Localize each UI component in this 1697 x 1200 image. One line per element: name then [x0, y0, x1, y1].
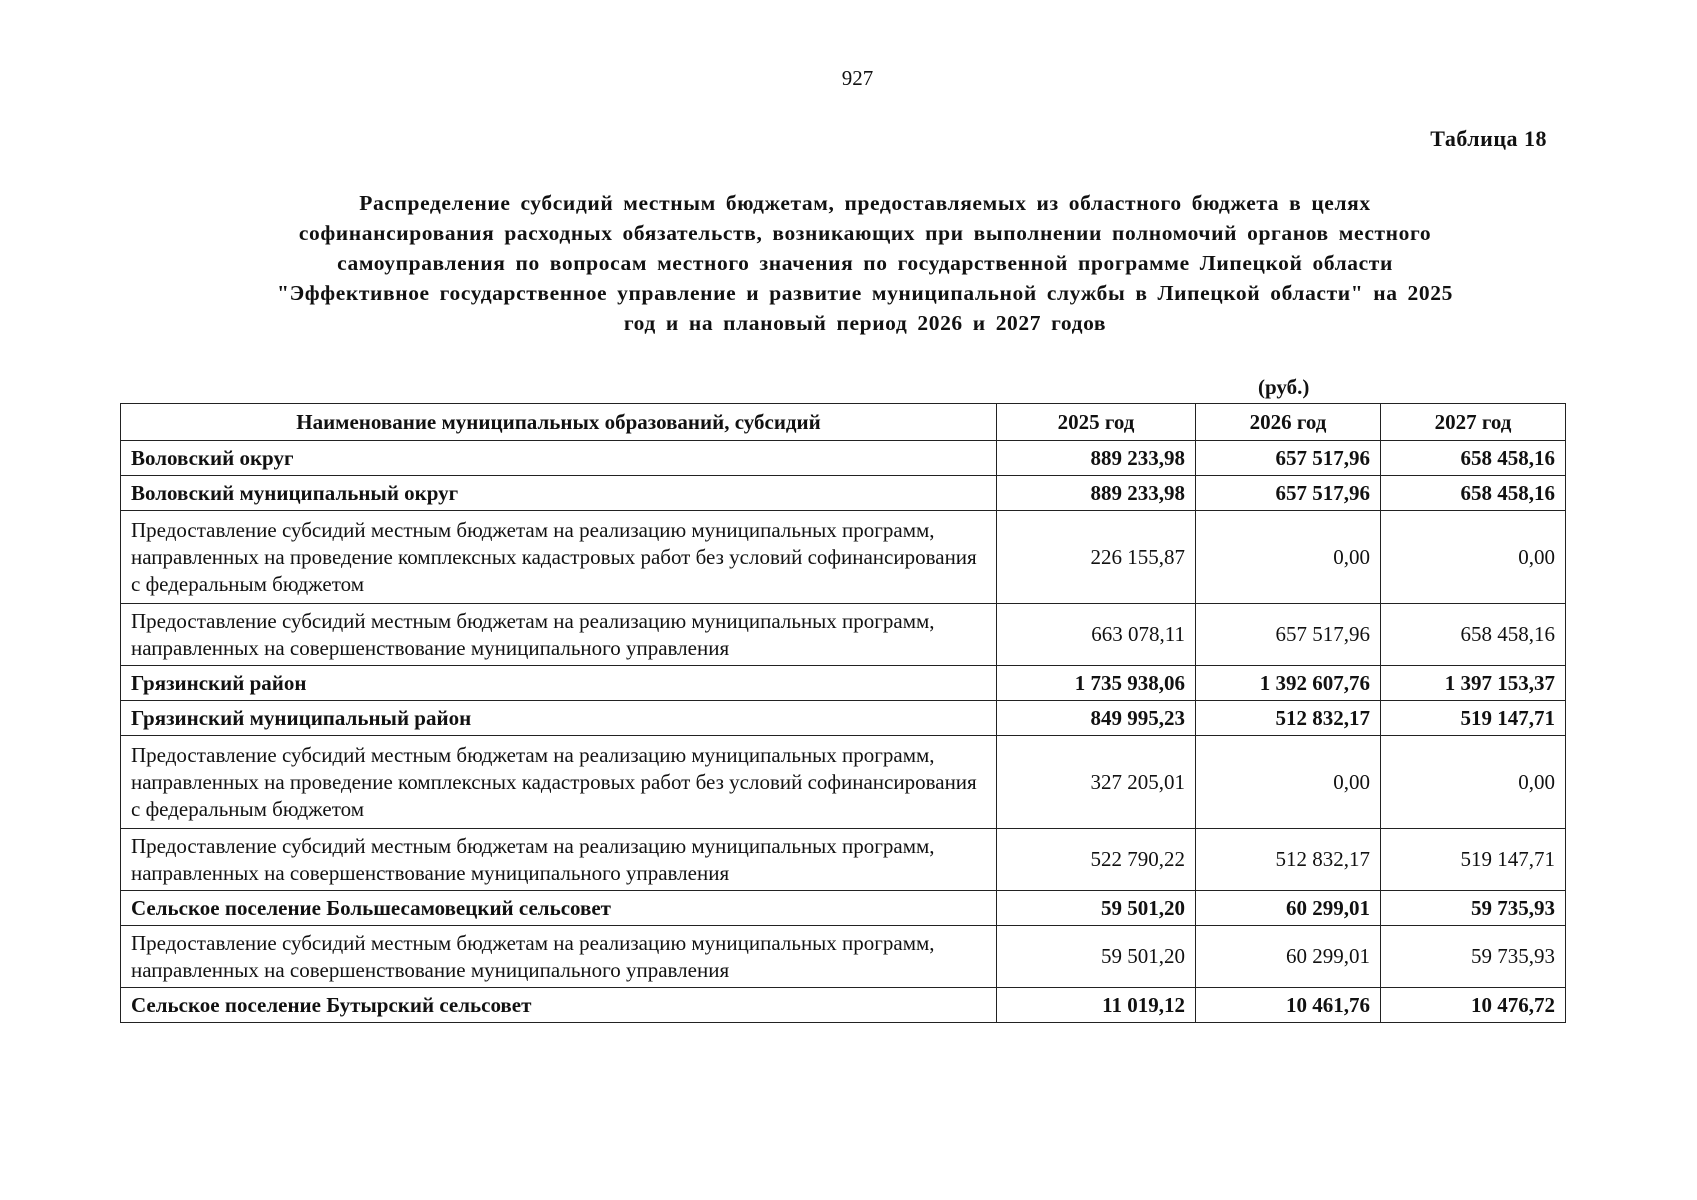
value-2027: 658 458,16: [1381, 476, 1566, 511]
row-name: Предоставление субсидий местным бюджетам на реализацию муниципальных программ, направленных на проведение комплексных кадастровых работ без условий софинансирования с федеральным бюджетом: [121, 736, 997, 829]
value-2026: 657 517,96: [1196, 476, 1381, 511]
title-line: самоуправления по вопросам местного значения по государственной программе Липецкой области: [337, 251, 1393, 275]
value-2025: 1 735 938,06: [997, 666, 1196, 701]
value-2027: 658 458,16: [1381, 604, 1566, 666]
value-2026: 0,00: [1196, 736, 1381, 829]
value-2026: 0,00: [1196, 511, 1381, 604]
row-name: Воловский округ: [121, 441, 997, 476]
value-2026: 512 832,17: [1196, 701, 1381, 736]
value-2026: 60 299,01: [1196, 891, 1381, 926]
value-2026: 60 299,01: [1196, 926, 1381, 988]
value-2025: 59 501,20: [997, 891, 1196, 926]
table-row: [121, 736, 1566, 829]
header-2027: 2027 год: [1381, 404, 1566, 441]
header-name: Наименование муниципальных образований, субсидий: [121, 404, 997, 441]
value-2027: 658 458,16: [1381, 441, 1566, 476]
table-header-row: [121, 404, 1566, 441]
value-2027: 1 397 153,37: [1381, 666, 1566, 701]
row-name: Сельское поселение Бутырский сельсовет: [121, 988, 997, 1023]
row-name: Грязинский муниципальный район: [121, 701, 997, 736]
table-row: [121, 441, 1566, 476]
currency-unit: (руб.): [1258, 375, 1310, 399]
row-name: Предоставление субсидий местным бюджетам на реализацию муниципальных программ, направленных на совершенствование муниципального управления: [121, 829, 997, 891]
row-name: Предоставление субсидий местным бюджетам на реализацию муниципальных программ, направленных на проведение комплексных кадастровых работ без условий софинансирования с федеральным бюджетом: [121, 511, 997, 604]
value-2025: 889 233,98: [997, 441, 1196, 476]
value-2026: 657 517,96: [1196, 604, 1381, 666]
row-name: Предоставление субсидий местным бюджетам на реализацию муниципальных программ, направленных на совершенствование муниципального управления: [121, 604, 997, 666]
value-2026: 10 461,76: [1196, 988, 1381, 1023]
value-2026: 657 517,96: [1196, 441, 1381, 476]
value-2025: 59 501,20: [997, 926, 1196, 988]
title-line: "Эффективное государственное управление и развитие муниципальной службы в Липецкой области" на 2025: [277, 281, 1453, 305]
value-2025: 663 078,11: [997, 604, 1196, 666]
subsidy-table: [120, 403, 1566, 1023]
value-2026: 512 832,17: [1196, 829, 1381, 891]
value-2027: 59 735,93: [1381, 926, 1566, 988]
value-2027: 10 476,72: [1381, 988, 1566, 1023]
row-name: Предоставление субсидий местным бюджетам на реализацию муниципальных программ, направленных на совершенствование муниципального управления: [121, 926, 997, 988]
document-title: [160, 188, 1570, 338]
title-line: Распределение субсидий местным бюджетам, предоставляемых из областного бюджета в целях: [359, 191, 1371, 215]
table-row: [121, 829, 1566, 891]
header-2026: 2026 год: [1196, 404, 1381, 441]
page-number: 927: [841, 66, 874, 90]
table-row: [121, 926, 1566, 988]
table-row: [121, 476, 1566, 511]
title-line: год и на плановый период 2026 и 2027 годов: [623, 311, 1107, 335]
value-2025: 327 205,01: [997, 736, 1196, 829]
value-2025: 226 155,87: [997, 511, 1196, 604]
row-name: Воловский муниципальный округ: [121, 476, 997, 511]
title-line: софинансирования расходных обязательств, возникающих при выполнении полномочий органов местного: [298, 221, 1432, 245]
value-2025: 849 995,23: [997, 701, 1196, 736]
value-2025: 11 019,12: [997, 988, 1196, 1023]
table-row: [121, 666, 1566, 701]
row-name: Грязинский район: [121, 666, 997, 701]
value-2025: 522 790,22: [997, 829, 1196, 891]
value-2027: 0,00: [1381, 736, 1566, 829]
table-row: [121, 511, 1566, 604]
value-2027: 59 735,93: [1381, 891, 1566, 926]
value-2027: 0,00: [1381, 511, 1566, 604]
table-label: Таблица 18: [1430, 126, 1547, 151]
value-2026: 1 392 607,76: [1196, 666, 1381, 701]
header-2025: 2025 год: [997, 404, 1196, 441]
value-2027: 519 147,71: [1381, 829, 1566, 891]
row-name: Сельское поселение Большесамовецкий сельсовет: [121, 891, 997, 926]
table-row: [121, 604, 1566, 666]
value-2025: 889 233,98: [997, 476, 1196, 511]
table-row: [121, 988, 1566, 1023]
value-2027: 519 147,71: [1381, 701, 1566, 736]
table-row: [121, 891, 1566, 926]
table-row: [121, 701, 1566, 736]
